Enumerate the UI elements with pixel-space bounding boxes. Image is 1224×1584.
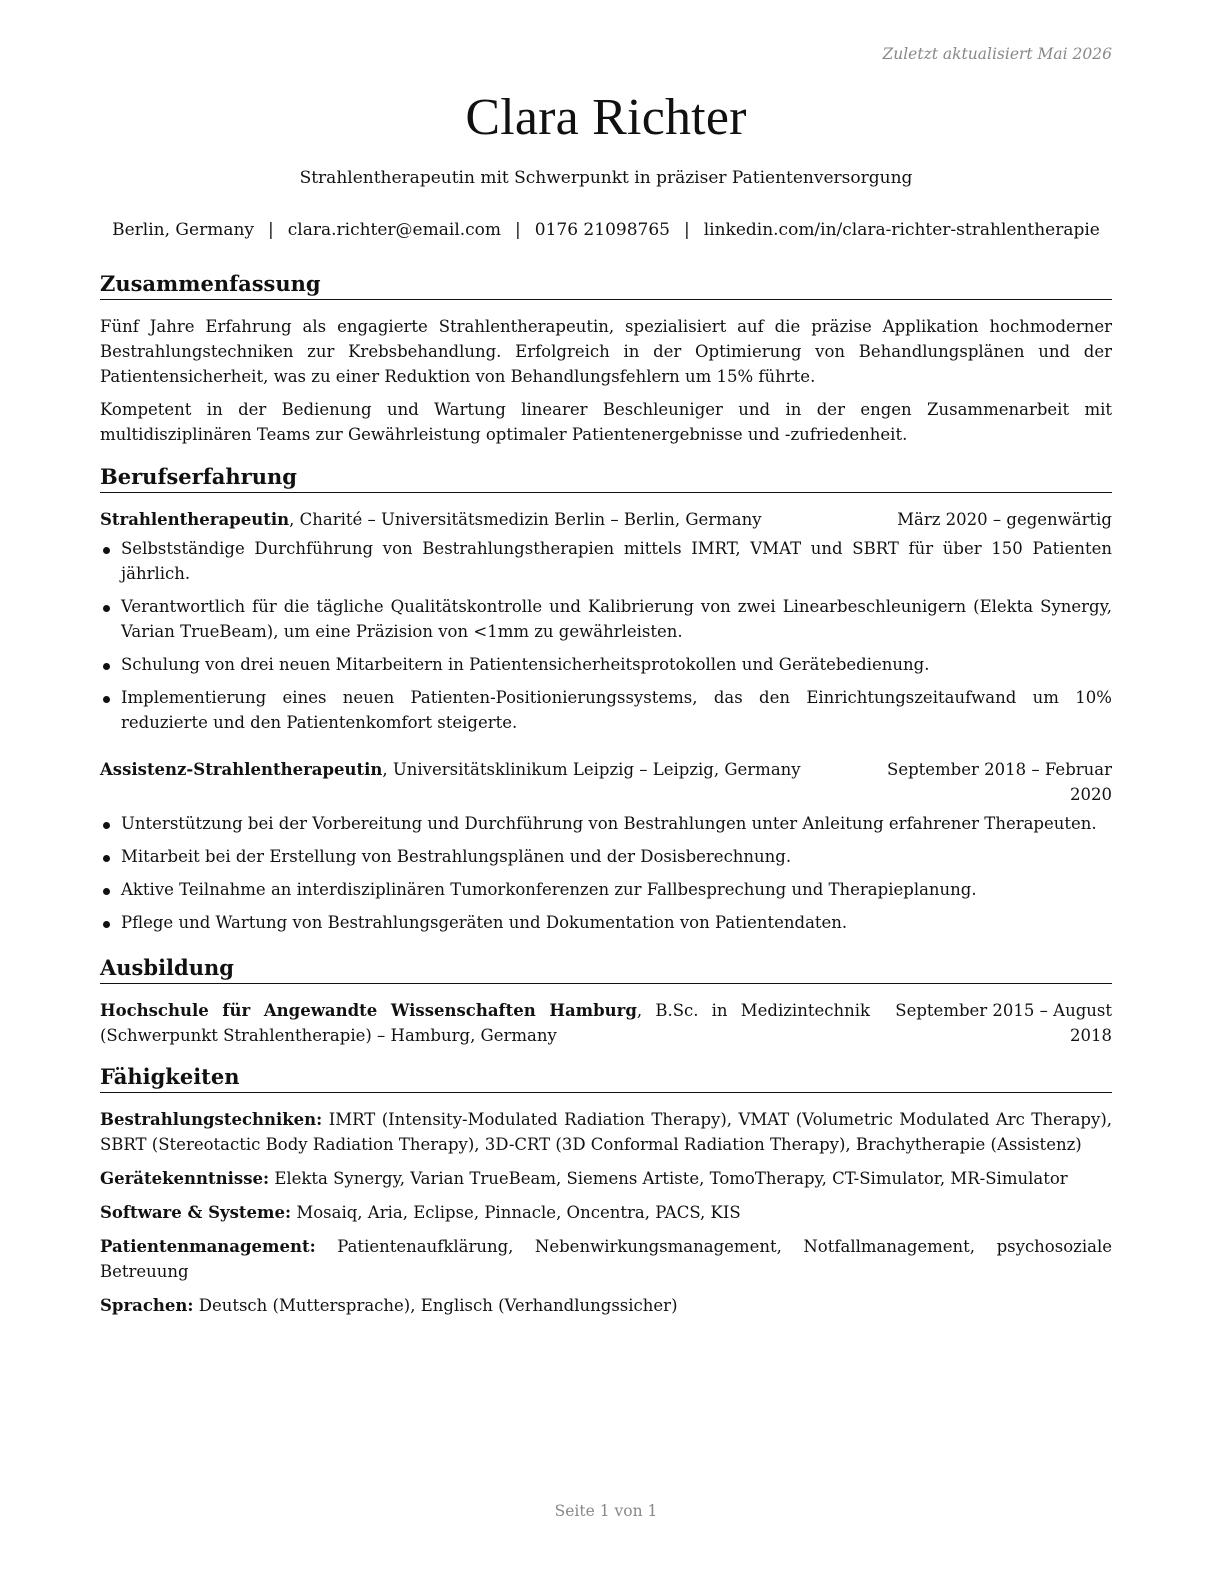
job-organization: , Universitätsklinikum Leipzig – Leipzig, Germany: [382, 760, 801, 779]
separator: |: [683, 220, 690, 240]
skill-value: Elekta Synergy, Varian TrueBeam, Siemens Artiste, TomoTherapy, CT-Simulator, MR-Simulator: [269, 1169, 1068, 1188]
bullet-icon: [103, 663, 110, 670]
list-item: Pflege und Wartung von Bestrahlungsgeräten und Dokumentation von Patientendaten.: [100, 910, 1112, 935]
education-dates: September 2015 – August 2018: [895, 1001, 1112, 1045]
skill-label: Patientenmanagement:: [100, 1237, 316, 1256]
person-name: Clara Richter: [465, 89, 747, 146]
skill-label: Software & Systeme:: [100, 1203, 292, 1222]
school-name: Hochschule für Angewandte Wissenschaften Hamburg: [100, 1001, 637, 1020]
education-section: [100, 954, 1112, 1052]
job-entry: [100, 507, 1112, 735]
skill-label: Sprachen:: [100, 1296, 194, 1315]
skill-line: [100, 1234, 1112, 1284]
education-entry: [100, 998, 1112, 1048]
list-item: Selbstständige Durchführung von Bestrahlungstherapien mittels IMRT, VMAT und SBRT für über 150 Patienten jährlich.: [100, 536, 1112, 586]
tagline: Strahlentherapeutin mit Schwerpunkt in präziser Patientenversorgung: [299, 168, 913, 188]
skill-line: [100, 1200, 1112, 1225]
bullet-icon: [103, 855, 110, 862]
section-title: Ausbildung: [100, 954, 1112, 984]
contact-line: [96, 220, 1116, 240]
separator: |: [268, 220, 274, 240]
bullet-icon: [103, 605, 110, 612]
skill-value: IMRT (Intensity-Modulated Radiation Therapy), VMAT (Volumetric Modulated Arc Therapy), SBRT (Stereotactic Body Radiation Therapy), 3D-CRT (3D Conformal Radiation Therapy), Brachytherapie (Assistenz): [100, 1110, 1112, 1154]
section-title: Fähigkeiten: [100, 1063, 1112, 1093]
skill-value: Patientenaufklärung, Nebenwirkungsmanagement, Notfallmanagement, psychosoziale Betreuung: [100, 1237, 1112, 1281]
list-item: Implementierung eines neuen Patienten-Positionierungssystems, das den Einrichtungszeitaufwand um 10% reduzierte und den Patientenkomfort steigerte.: [100, 685, 1112, 735]
skill-line: [100, 1166, 1112, 1191]
skill-line: [100, 1107, 1112, 1157]
summary-section: [100, 270, 1112, 455]
bullet-icon: [103, 822, 110, 829]
bullet-icon: [103, 547, 110, 554]
summary-paragraph: Fünf Jahre Erfahrung als engagierte Strahlentherapeutin, spezialisiert auf die präzise Applikation hochmoderner Bestrahlungstechniken zur Krebsbehandlung. Erfolgreich in der Optimierung von Behandlungsplänen und der Patientensicherheit, was zu einer Reduktion von Behandlungsfehlern um 15% führte.: [100, 317, 1112, 386]
section-title: Zusammenfassung: [100, 270, 1112, 300]
experience-section: [100, 463, 1112, 943]
bullet-icon: [103, 921, 110, 928]
bullet-icon: [103, 888, 110, 895]
contact-location: Berlin, Germany: [112, 220, 255, 240]
job-organization: , Charité – Universitätsmedizin Berlin – Berlin, Germany: [289, 510, 762, 529]
list-item: Schulung von drei neuen Mitarbeitern in Patientensicherheitsprotokollen und Gerätebedienung.: [100, 652, 1112, 677]
contact-linkedin[interactable]: linkedin.com/in/clara-richter-strahlentherapie: [703, 220, 1100, 240]
contact-phone[interactable]: 0176 21098765: [534, 220, 670, 240]
job-bullets: [100, 536, 1112, 735]
degree: , B.Sc. in Medizintechnik (Schwerpunkt Strahlentherapie) – Hamburg, Germany: [100, 1001, 870, 1045]
job-role: Assistenz-Strahlentherapeutin: [100, 760, 383, 779]
page-number: Seite 1 von 1: [554, 1502, 658, 1520]
job-header: [100, 757, 1112, 807]
last-updated: Zuletzt aktualisiert Mai 2026: [882, 45, 1112, 63]
skill-value: Mosaiq, Aria, Eclipse, Pinnacle, Oncentra, PACS, KIS: [291, 1203, 741, 1222]
section-title: Berufserfahrung: [100, 463, 1112, 493]
job-dates: September 2018 – Februar 2020: [887, 760, 1112, 804]
skill-line: [100, 1293, 1112, 1318]
list-item: Aktive Teilnahme an interdisziplinären Tumorkonferenzen zur Fallbesprechung und Therapieplanung.: [100, 877, 1112, 902]
job-dates: März 2020 – gegenwärtig: [897, 510, 1112, 529]
skill-value: Deutsch (Muttersprache), Englisch (Verhandlungssicher): [193, 1296, 678, 1315]
job-entry: [100, 757, 1112, 935]
list-item: Mitarbeit bei der Erstellung von Bestrahlungsplänen und der Dosisberechnung.: [100, 844, 1112, 869]
resume-page: [100, 0, 1112, 1584]
skill-label: Gerätekenntnisse:: [100, 1169, 270, 1188]
contact-email[interactable]: clara.richter@email.com: [287, 220, 502, 240]
job-role: Strahlentherapeutin: [100, 510, 290, 529]
job-header: [100, 507, 1112, 532]
list-item: Verantwortlich für die tägliche Qualitätskontrolle und Kalibrierung von zwei Linearbeschleunigern (Elekta Synergy, Varian TrueBeam), um eine Präzision von <1mm zu gewährleisten.: [100, 594, 1112, 644]
bullet-icon: [103, 696, 110, 703]
list-item: Unterstützung bei der Vorbereitung und Durchführung von Bestrahlungen unter Anleitung erfahrener Therapeuten.: [100, 811, 1112, 836]
skills-section: [100, 1063, 1112, 1327]
job-bullets: [100, 811, 1112, 935]
separator: |: [515, 220, 521, 240]
summary-paragraph: Kompetent in der Bedienung und Wartung linearer Beschleuniger und in der engen Zusammenarbeit mit multidisziplinären Teams zur Gewährleistung optimaler Patientenergebnisse und -zufriedenheit.: [100, 400, 1112, 444]
skill-label: Bestrahlungstechniken:: [100, 1110, 323, 1129]
